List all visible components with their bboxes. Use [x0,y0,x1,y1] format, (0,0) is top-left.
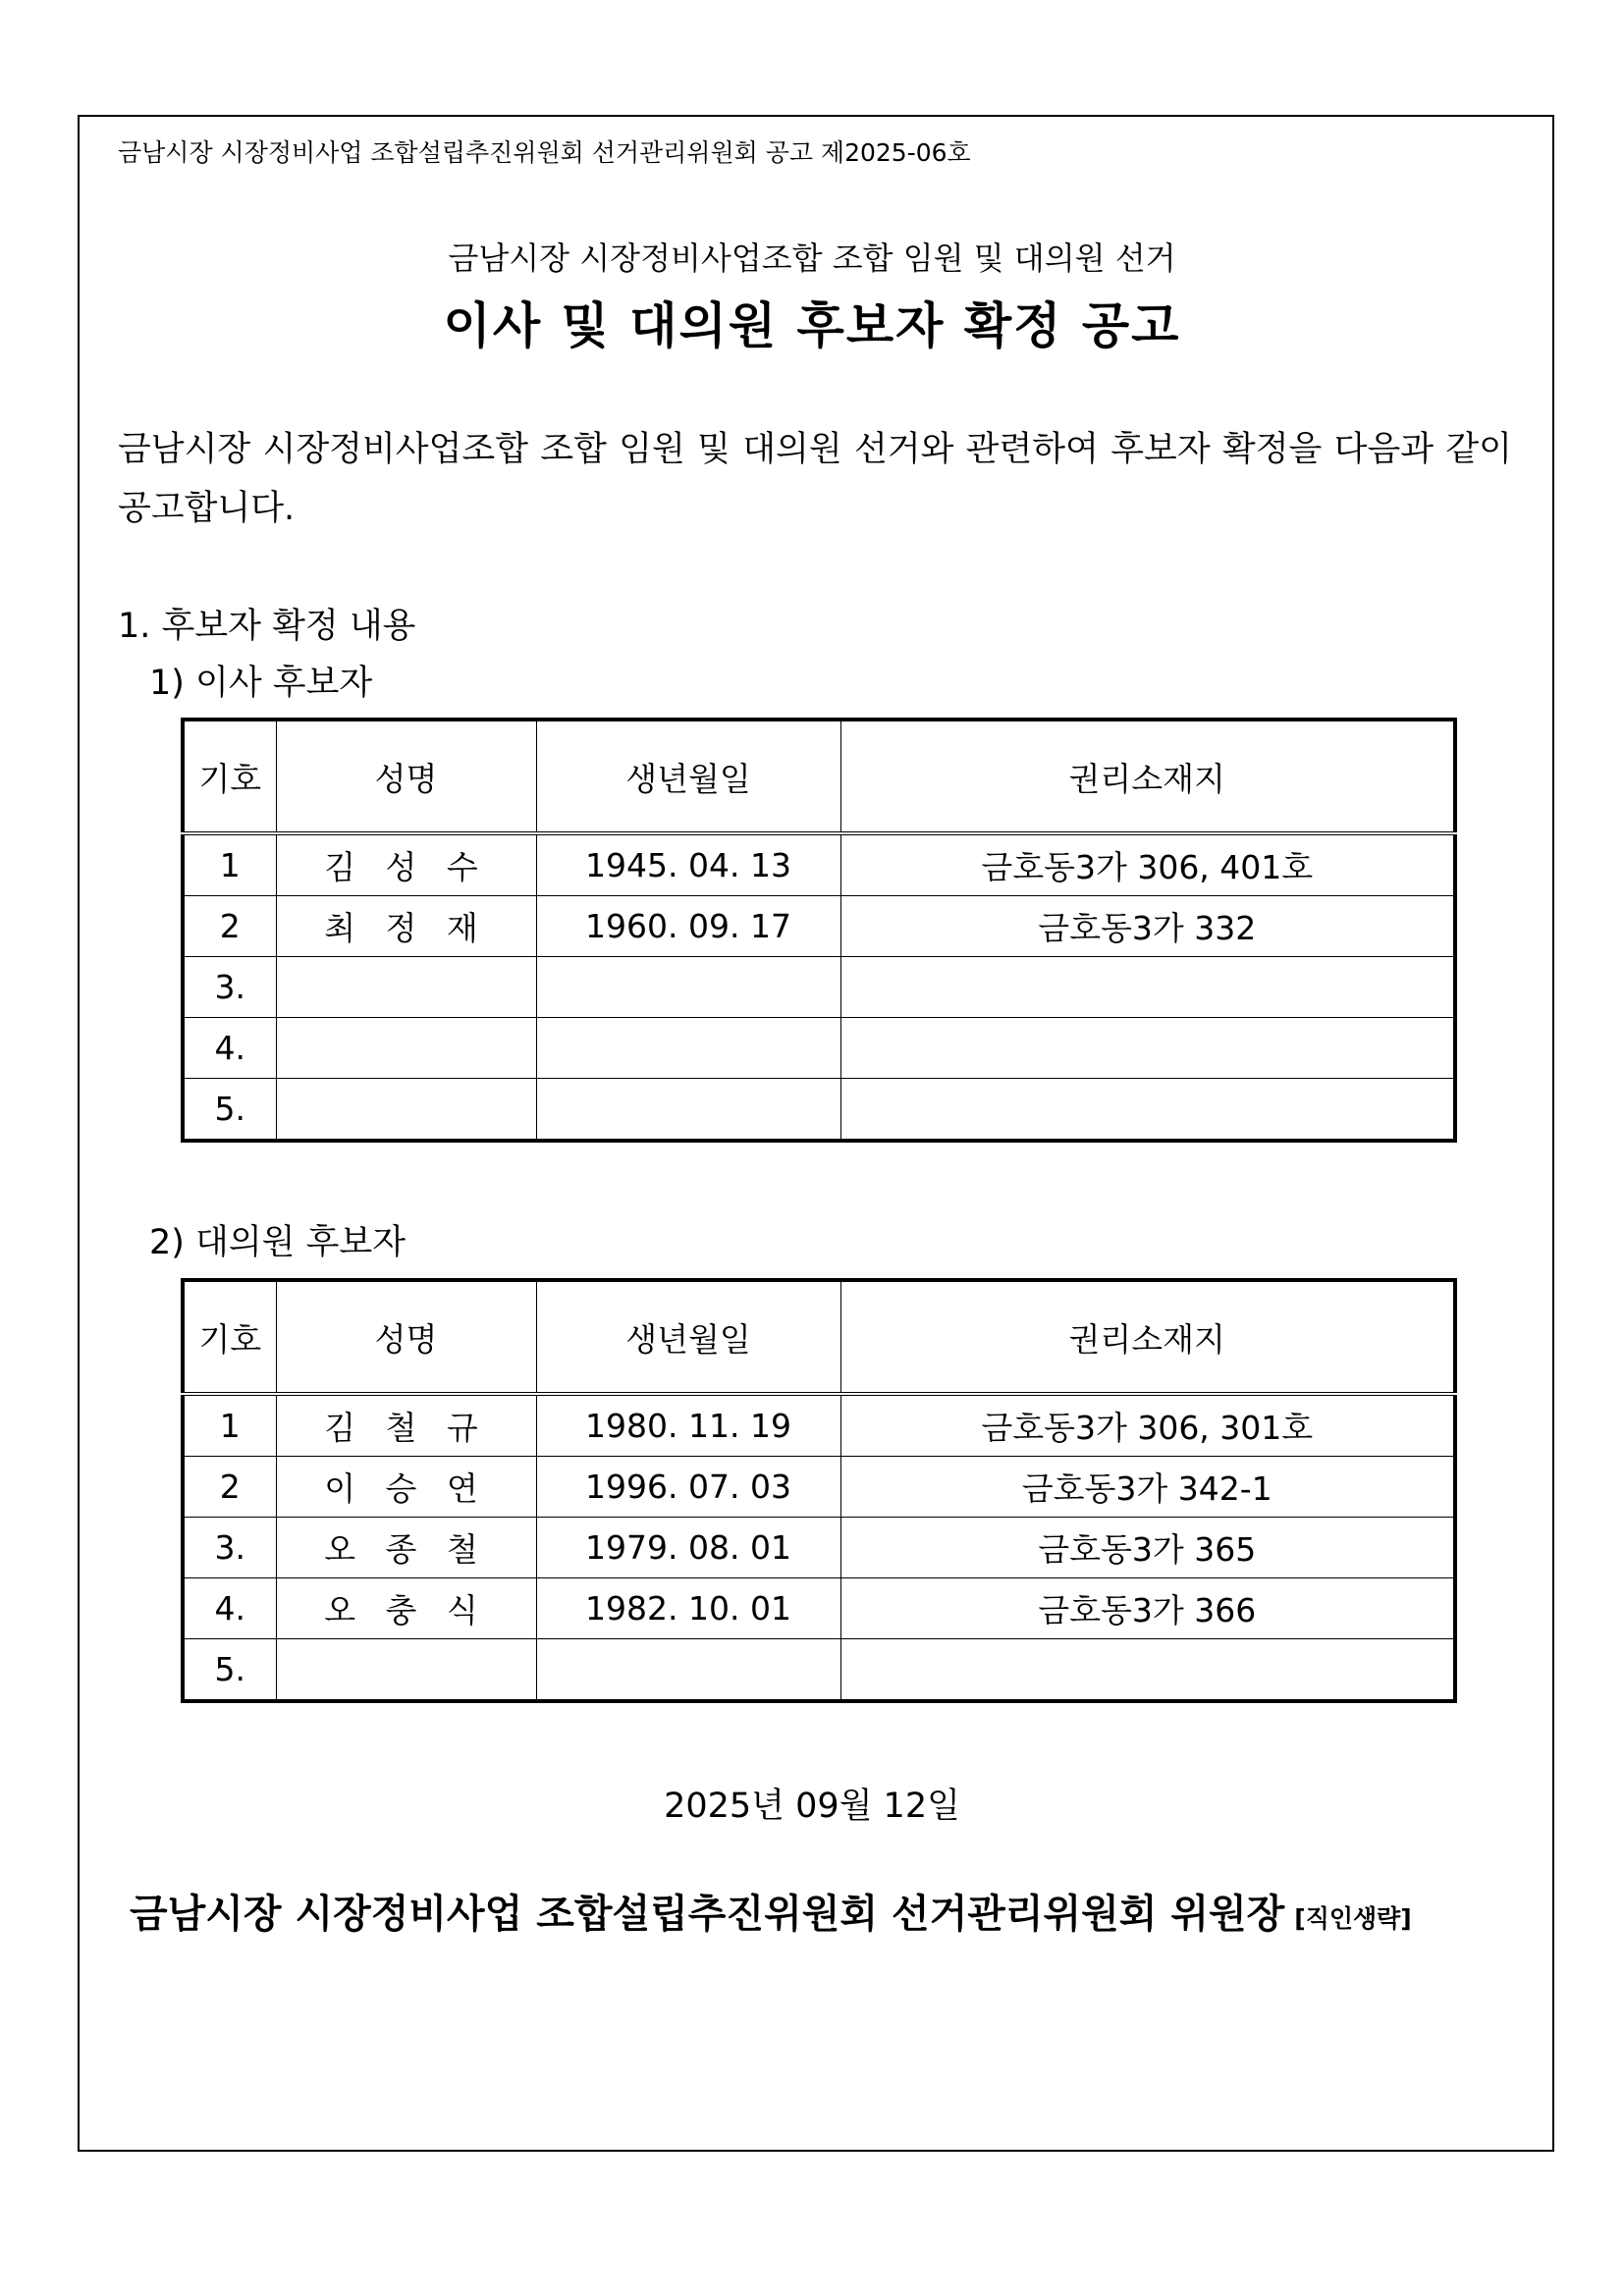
delegates-table [181,1278,1457,1703]
cell-number: 4. [183,1018,276,1079]
cell-number: 3. [183,1518,276,1578]
seal-omitted-note: [직인생략] [1294,1904,1412,1933]
cell-address: 금호동3가 306, 401호 [840,833,1455,896]
header-birthdate: 생년월일 [536,1280,840,1394]
cell-birthdate: 1980. 11. 19 [536,1394,840,1457]
cell-address: 금호동3가 306, 301호 [840,1394,1455,1457]
header-number: 기호 [183,1280,276,1394]
signer-line [130,1883,1412,1939]
header-name: 성명 [276,1280,536,1394]
cell-number: 5. [183,1639,276,1702]
cell-birthdate: 1960. 09. 17 [536,896,840,957]
table-row [183,1518,1455,1578]
cell-number: 2 [183,896,276,957]
cell-name: 오 충 식 [276,1578,536,1639]
section-heading-candidates: 1. 후보자 확정 내용 [118,607,416,646]
cell-name [276,1018,536,1079]
cell-birthdate [536,957,840,1018]
cell-birthdate [536,1018,840,1079]
cell-name: 최 정 재 [276,896,536,957]
directors-table [181,718,1457,1143]
table-row [183,896,1455,957]
cell-number: 1 [183,1394,276,1457]
cell-name: 김 성 수 [276,833,536,896]
cell-address: 금호동3가 366 [840,1578,1455,1639]
delegates-heading: 2) 대의원 후보자 [149,1223,406,1262]
table-row [183,1079,1455,1142]
cell-number: 1 [183,833,276,896]
notice-date: 2025년 09월 12일 [664,1787,960,1826]
cell-address [840,1018,1455,1079]
cell-name [276,1079,536,1142]
cell-name: 이 승 연 [276,1457,536,1518]
header-name: 성명 [276,720,536,833]
cell-address [840,1639,1455,1702]
header-birthdate: 생년월일 [536,720,840,833]
table-row [183,957,1455,1018]
directors-heading: 1) 이사 후보자 [149,664,373,703]
cell-number: 5. [183,1079,276,1142]
cell-birthdate [536,1639,840,1702]
table-row [183,1639,1455,1702]
document-subtitle: 금남시장 시장정비사업조합 조합 임원 및 대의원 선거 [448,240,1176,277]
table-row [183,1578,1455,1639]
table-row [183,1018,1455,1079]
table-row [183,833,1455,896]
cell-number: 4. [183,1578,276,1639]
notice-number: 금남시장 시장정비사업 조합설립추진위원회 선거관리위원회 공고 제2025-06호 [118,138,971,167]
table-header-row [183,1280,1455,1394]
cell-name: 김 철 규 [276,1394,536,1457]
cell-address [840,957,1455,1018]
signer-title: 금남시장 시장정비사업 조합설립추진위원회 선거관리위원회 위원장 [130,1892,1285,1937]
cell-address: 금호동3가 332 [840,896,1455,957]
cell-birthdate: 1982. 10. 01 [536,1578,840,1639]
header-number: 기호 [183,720,276,833]
cell-birthdate: 1979. 08. 01 [536,1518,840,1578]
cell-address: 금호동3가 365 [840,1518,1455,1578]
cell-address: 금호동3가 342-1 [840,1457,1455,1518]
intro-paragraph: 금남시장 시장정비사업조합 조합 임원 및 대의원 선거와 관련하여 후보자 확정을 다음과 같이 공고합니다. [118,430,1512,528]
cell-number: 3. [183,957,276,1018]
cell-birthdate: 1945. 04. 13 [536,833,840,896]
table-row [183,1457,1455,1518]
header-address: 권리소재지 [840,720,1455,833]
cell-birthdate [536,1079,840,1142]
cell-birthdate: 1996. 07. 03 [536,1457,840,1518]
cell-name [276,1639,536,1702]
header-address: 권리소재지 [840,1280,1455,1394]
table-header-row [183,720,1455,833]
cell-name [276,957,536,1018]
cell-number: 2 [183,1457,276,1518]
cell-address [840,1079,1455,1142]
table-row [183,1394,1455,1457]
document-title: 이사 및 대의원 후보자 확정 공고 [443,297,1181,354]
cell-name: 오 종 철 [276,1518,536,1578]
